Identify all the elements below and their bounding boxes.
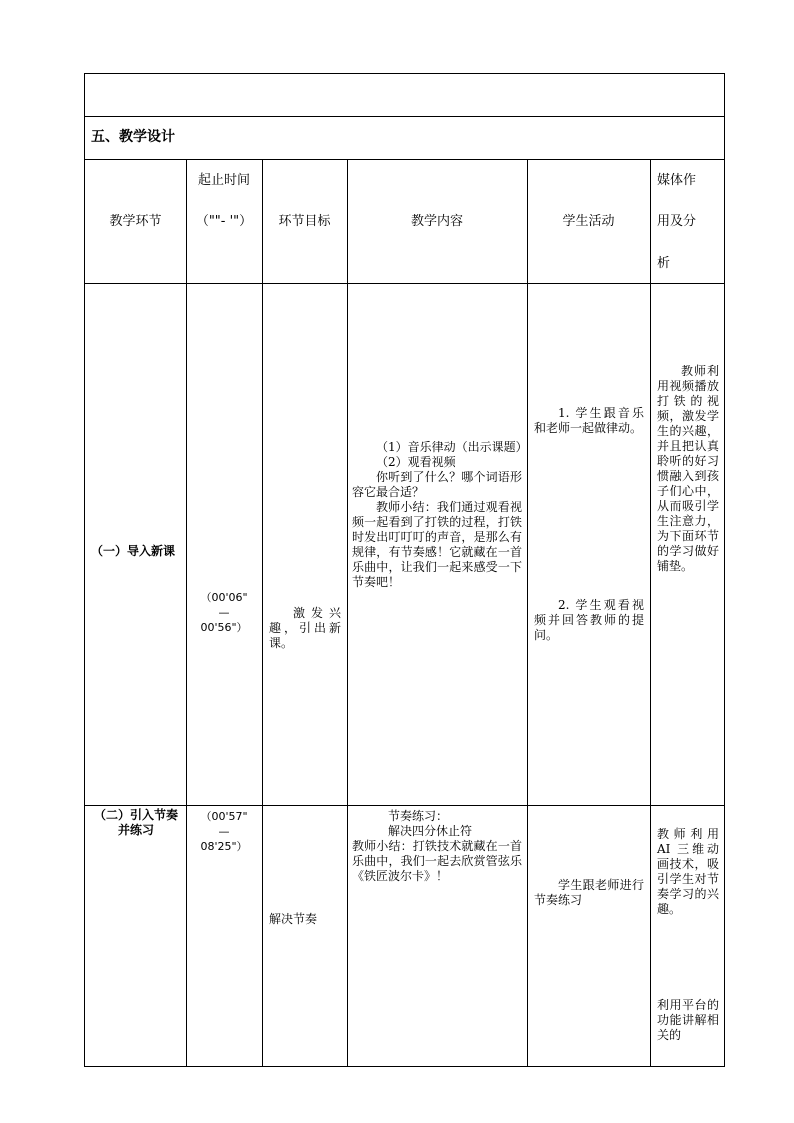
row1-time-end: 00'56"）: [200, 621, 248, 634]
header-content: 教学内容: [410, 214, 463, 229]
header-stage: 教学环节: [109, 214, 162, 229]
row2-activity: 学生跟老师进行节奏练习: [534, 878, 644, 907]
column-divider: [527, 159, 528, 1067]
section-title: 五、教学设计: [91, 129, 175, 145]
row2-time-start: （00'57": [200, 810, 248, 823]
row2-time-end: 08'25"）: [200, 840, 248, 853]
row2-content-rest: 解决四分休止符: [388, 824, 473, 838]
column-divider: [650, 159, 651, 1067]
row-divider: [85, 116, 724, 117]
lesson-plan-table: [84, 73, 725, 1067]
header-media-line2: 用及分: [657, 214, 697, 229]
row1-activity-1: 1. 学生跟音乐和老师一起做律动。: [534, 406, 644, 435]
row2-time-dash: —: [218, 825, 230, 838]
row1-content-video: （2）观看视频: [376, 455, 456, 469]
row2-stage: （二）引入节奏并练习: [93, 808, 178, 837]
row-divider: [85, 805, 724, 806]
row1-goal: 激发兴趣，引出新课。: [269, 606, 341, 650]
row2-media-2: 利用平台的功能讲解相关的: [657, 998, 719, 1042]
header-activity: 学生活动: [562, 214, 615, 229]
row2-content: [352, 809, 522, 884]
header-media-line1: 媒体作: [657, 173, 697, 188]
row2-time: [186, 809, 262, 854]
row-divider: [85, 159, 724, 160]
row2-media-1: 教师利用 AI 三维动画技术，吸引学生对节奏学习的兴趣。: [657, 827, 719, 916]
row1-time: [186, 590, 262, 635]
row1-content-question: 你听到了什么？哪个词语形容它最合适？: [352, 470, 522, 499]
row1-content-summary: 教师小结：我们通过观看视频一起看到了打铁的过程，打铁时发出叮叮叮的声音，是那么有规律，有节奏感！它就藏在一首乐曲中，让我们一起来感受一下节奏吧！: [352, 500, 522, 589]
row-divider: [85, 283, 724, 284]
column-divider: [262, 159, 263, 1067]
row1-content: [352, 440, 528, 590]
header-time-line1: 起止时间: [197, 173, 250, 188]
row1-time-start: （00'06": [200, 591, 248, 604]
row1-media: 教师利用视频播放打铁的视频，激发学生的兴趣，并且把认真聆听的好习惯融入到孩子们心中，从而吸引学生注意力，为下面环节的学习做好铺垫。: [657, 364, 719, 573]
column-divider: [347, 159, 348, 1067]
row2-content-practice: 节奏练习：: [388, 809, 449, 823]
row2-content-summary: 教师小结：打铁技术就藏在一首乐曲中，我们一起去欣赏管弦乐《铁匠波尔卡》！: [352, 839, 522, 883]
row1-content-music: （1）音乐律动（出示课题）: [376, 440, 528, 454]
header-time-line2: （""- '"）: [195, 214, 253, 229]
row1-activity-2: 2. 学生观看视频并回答教师的提问。: [534, 598, 644, 642]
row1-stage: （一）导入新课: [91, 544, 176, 558]
row2-goal: 解决节奏: [269, 912, 318, 926]
row1-time-dash: —: [218, 606, 230, 619]
header-media-line3: 析: [657, 256, 671, 271]
header-goal: 环节目标: [278, 214, 331, 229]
